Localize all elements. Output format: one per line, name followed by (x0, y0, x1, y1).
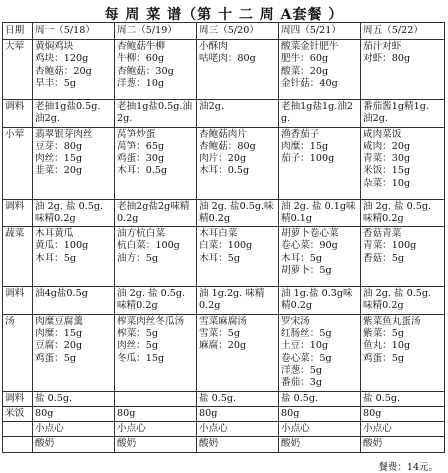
menu-line: 青菜：30g (363, 153, 411, 165)
menu-line: 肉丝：15g (35, 153, 83, 165)
menu-line: 番茄：3g (281, 377, 323, 389)
menu-line: 肉糜：15g (35, 328, 83, 340)
menu-cell (115, 437, 197, 452)
row-label (3, 437, 33, 452)
menu-line: 牛柳：60g (117, 53, 165, 65)
row-label: 大荤 (3, 40, 33, 100)
menu-cell (361, 40, 445, 100)
page-title: 每 周 菜 谱（第 十 二 周 A套餐 ） (104, 7, 344, 23)
menu-cell (279, 127, 361, 199)
table-row (3, 199, 445, 227)
menu-cell (197, 437, 279, 452)
menu-line: 精0.1g (281, 212, 312, 224)
menu-line: 紫菜鱼丸蛋汤 (363, 315, 421, 327)
menu-cell (33, 391, 115, 406)
menu-line: 精0.2g (199, 212, 230, 224)
menu-cell (361, 100, 445, 128)
menu-line: 肉糜：15g (281, 140, 329, 152)
menu-line: 精0.2g (281, 300, 312, 312)
menu-cell (361, 406, 445, 421)
menu-line: 肉丝：5g (117, 340, 159, 352)
menu-line: 木耳：5g (35, 252, 77, 264)
menu-line: 雪菜麻腐汤 (199, 315, 247, 327)
menu-line: 酸奶 (117, 438, 137, 450)
menu-cell (197, 227, 279, 287)
header-row (3, 23, 445, 40)
menu-line: 豆芽：80g (35, 140, 83, 152)
menu-line: 酸奶 (281, 438, 301, 450)
menu-line: 杏鲍菇：30g (117, 65, 174, 77)
menu-cell (197, 199, 279, 227)
menu-line: 米饭：15g (363, 165, 411, 177)
menu-cell (115, 287, 197, 315)
menu-cell (33, 287, 115, 315)
menu-line: 杏鲍菇肉片 (199, 128, 247, 140)
table-row (3, 100, 445, 128)
menu-line: 茄汁对虾 (363, 41, 402, 52)
row-label: 米饭 (3, 406, 33, 421)
menu-line: 杏鲍菇：80g (199, 140, 256, 152)
menu-cell (279, 406, 361, 421)
menu-line: 茄子：100g (281, 153, 335, 165)
menu-line: 80g (363, 407, 382, 419)
menu-line: 紫菜：5g (363, 328, 405, 340)
header-day-4: 周四（5/21） (279, 23, 361, 40)
menu-line: 对虾：80g (363, 53, 411, 65)
menu-cell (115, 100, 197, 128)
menu-cell (361, 437, 445, 452)
menu-line: 味精0.2g (35, 212, 76, 224)
menu-line: 鱼丸：10g (363, 340, 411, 352)
menu-line: 木耳白菜 (199, 228, 238, 240)
menu-cell (33, 100, 115, 128)
menu-line: 冬瓜：15g (117, 352, 165, 364)
menu-line: 香菇：5g (363, 252, 405, 264)
menu-line: 80g (281, 407, 300, 419)
menu-line: 油 2g. 盐 0.5g. (117, 288, 186, 300)
menu-cell (115, 40, 197, 100)
menu-cell (279, 40, 361, 100)
menu-line: 酸奶 (199, 438, 219, 450)
menu-cell (361, 127, 445, 199)
menu-line: 酸奶 (363, 438, 383, 450)
table-row (3, 391, 445, 406)
table-row (3, 406, 445, 421)
table-row (3, 227, 445, 287)
header-day-5: 周五（5/22） (361, 23, 445, 40)
menu-cell (33, 422, 115, 437)
menu-line: 香菇青菜 (363, 228, 402, 240)
menu-line: 木耳：0.5g (117, 165, 168, 177)
table-row (3, 287, 445, 315)
menu-line: 油 2g. 盐0.5g.味 (199, 200, 274, 212)
menu-line: 酸奶 (35, 438, 55, 450)
header-day-2: 周二（5/19） (115, 23, 197, 40)
menu-line: 80g (199, 407, 218, 419)
menu-line: 豆腐：20g (35, 340, 83, 352)
menu-line: 油2g. (35, 113, 60, 125)
menu-line: g. (281, 113, 291, 125)
menu-cell (115, 406, 197, 421)
menu-cell (361, 391, 445, 406)
menu-line: 杂菜：10g (363, 177, 411, 189)
menu-line: 油2g. (199, 101, 224, 112)
menu-line: 80g (117, 407, 136, 419)
menu-cell (361, 199, 445, 227)
menu-line: 肉糜豆腐羹 (35, 315, 83, 327)
menu-line: 杏鲍菇牛柳 (117, 41, 165, 52)
menu-cell (197, 40, 279, 100)
menu-line: 罗宋汤 (281, 315, 310, 327)
menu-line: 0.2g (199, 300, 221, 312)
menu-cell (33, 199, 115, 227)
menu-line: 木耳：5g (281, 252, 323, 264)
menu-line: 渔香茄子 (281, 128, 320, 140)
menu-cell (33, 314, 115, 391)
menu-cell (197, 406, 279, 421)
header-date-label: 日期 (3, 23, 33, 40)
menu-line: 老抽2g盐2g味精 (117, 200, 190, 212)
menu-line: 肥牛：60g (281, 53, 329, 65)
menu-line: 咸肉菜饭 (363, 128, 402, 140)
menu-line: 黄瓜：100g (35, 240, 89, 252)
menu-line: 咕咾肉：80g (199, 53, 256, 65)
menu-line: 小点心 (35, 423, 64, 435)
menu-line: 木耳黄瓜 (35, 228, 74, 240)
menu-line: 油 2g. 盐 0.1g味 (281, 200, 356, 212)
table-row (3, 314, 445, 391)
table-row (3, 422, 445, 437)
row-label: 调料 (3, 287, 33, 315)
meal-fee: 餐费：14元。 (378, 462, 438, 473)
menu-line: 莴笋：65g (117, 140, 165, 152)
menu-line: 青菜：100g (363, 240, 417, 252)
menu-cell (361, 314, 445, 391)
menu-cell (361, 287, 445, 315)
menu-line: 金针菇：40g (281, 77, 338, 89)
menu-cell (197, 100, 279, 128)
menu-line: 盐 0.5g. (281, 392, 319, 404)
menu-cell (115, 391, 197, 406)
menu-cell (197, 391, 279, 406)
menu-cell (197, 314, 279, 391)
menu-cell (197, 422, 279, 437)
menu-line: 鸡蛋：30g (117, 153, 165, 165)
menu-line: 木耳：5g (199, 252, 241, 264)
menu-line: 榨菜肉丝冬瓜汤 (117, 315, 185, 327)
menu-cell (279, 287, 361, 315)
menu-cell (33, 227, 115, 287)
menu-cell (33, 437, 115, 452)
menu-line: 雪菜：5g (199, 328, 241, 340)
menu-line: 味精0.2g (117, 300, 158, 312)
menu-cell (279, 227, 361, 287)
menu-line: 番茄酱1g精1g. (363, 101, 429, 112)
row-label (3, 422, 33, 437)
row-label: 蔬菜 (3, 227, 33, 287)
menu-line: 80g (35, 407, 54, 419)
menu-line: 油 1g.2g. 味精 (199, 288, 265, 300)
menu-line: 榨菜：5g (117, 328, 159, 340)
menu-line: 2g. (117, 113, 133, 125)
row-label: 汤 (3, 314, 33, 391)
menu-line: 莴笋炒蛋 (117, 128, 156, 140)
menu-line: 小点心 (281, 423, 310, 435)
menu-line: 酸菜金针肥牛 (281, 41, 339, 52)
weekly-menu-table (2, 22, 445, 453)
menu-cell (279, 437, 361, 452)
menu-line: 旱丰：5g (35, 77, 77, 89)
menu-cell (115, 314, 197, 391)
menu-cell (115, 127, 197, 199)
menu-line: 洋葱：10g (117, 77, 165, 89)
menu-cell (279, 314, 361, 391)
row-label: 调料 (3, 199, 33, 227)
menu-line: 小点心 (363, 423, 392, 435)
menu-line: 老抽1g盐1g.油2 (281, 101, 354, 112)
menu-cell (279, 422, 361, 437)
menu-line: 鸡块：120g (35, 53, 89, 65)
menu-line: 盐 0.5g. (199, 392, 237, 404)
menu-cell (115, 422, 197, 437)
menu-line: 红肠丝：5g (281, 328, 332, 340)
menu-cell (197, 127, 279, 199)
row-label: 调料 (3, 100, 33, 128)
menu-line: 小酥肉 (199, 41, 228, 52)
menu-line: 味精0.2g (363, 212, 404, 224)
table-row (3, 127, 445, 199)
menu-line: 卷心菜：90g (281, 240, 338, 252)
table-row (3, 40, 445, 100)
menu-line: 油方：5g (117, 252, 159, 264)
menu-line: 油 2g. 盐 0.5g. (363, 200, 432, 212)
menu-cell (279, 100, 361, 128)
menu-line: 白菜：100g (199, 240, 253, 252)
menu-cell (361, 227, 445, 287)
menu-line: 杏鲍菇：20g (35, 65, 92, 77)
menu-cell (197, 287, 279, 315)
menu-line: 鸡蛋：5g (35, 352, 77, 364)
menu-line: 味精0.2g (363, 300, 404, 312)
menu-line: 油 2g. 盐 0.5g. (35, 200, 104, 212)
menu-line: 油 1g.盐 0.3g味 (281, 288, 353, 300)
menu-line: 土豆：10g (281, 340, 329, 352)
menu-cell (33, 127, 115, 199)
menu-line: 鸡蛋：5g (363, 352, 405, 364)
menu-line: 胡萝卜：5g (281, 265, 332, 277)
menu-line: 老抽1g盐0.5g. (35, 101, 101, 112)
menu-line: 小点心 (117, 423, 146, 435)
menu-line: 咸肉：20g (363, 140, 411, 152)
menu-line: 胡萝卜卷心菜 (281, 228, 339, 240)
menu-line: 卷心菜：5g (281, 352, 332, 364)
menu-line: 老抽1g盐0.5g.油 (117, 101, 193, 112)
menu-cell (33, 40, 115, 100)
menu-line: 盐 0.5g. (35, 392, 73, 404)
menu-line: 翡翠银芽肉丝 (35, 128, 93, 140)
menu-line: 小点心 (199, 423, 228, 435)
menu-cell (33, 406, 115, 421)
menu-line: 油2g. (363, 113, 388, 125)
menu-line: 黄焖鸡块 (35, 41, 74, 52)
table-row (3, 437, 445, 452)
menu-cell (115, 227, 197, 287)
menu-line: 木耳：0.5g (199, 165, 250, 177)
menu-line: 油4g盐0.5g (35, 288, 88, 300)
menu-line: 0.2g (117, 212, 139, 224)
menu-line: 酸菜：20g (281, 65, 329, 77)
menu-line: 麻腐：20g (199, 340, 247, 352)
menu-line: 杭白菜：100g (117, 240, 180, 252)
menu-line: 肉片：20g (199, 153, 247, 165)
menu-cell (279, 391, 361, 406)
menu-cell (115, 199, 197, 227)
menu-line: 韭菜：20g (35, 165, 83, 177)
menu-line: 油方杭白菜 (117, 228, 165, 240)
menu-line: 盐 0.5g. (363, 392, 401, 404)
menu-cell (279, 199, 361, 227)
menu-cell (361, 422, 445, 437)
row-label: 小荤 (3, 127, 33, 199)
header-day-3: 周三（5/20） (197, 23, 279, 40)
header-day-1: 周一（5/18） (33, 23, 115, 40)
menu-line: 洋葱：5g (281, 364, 323, 376)
row-label: 调料 (3, 391, 33, 406)
menu-line: 油 2g. 盐 0.5g. (363, 288, 432, 300)
